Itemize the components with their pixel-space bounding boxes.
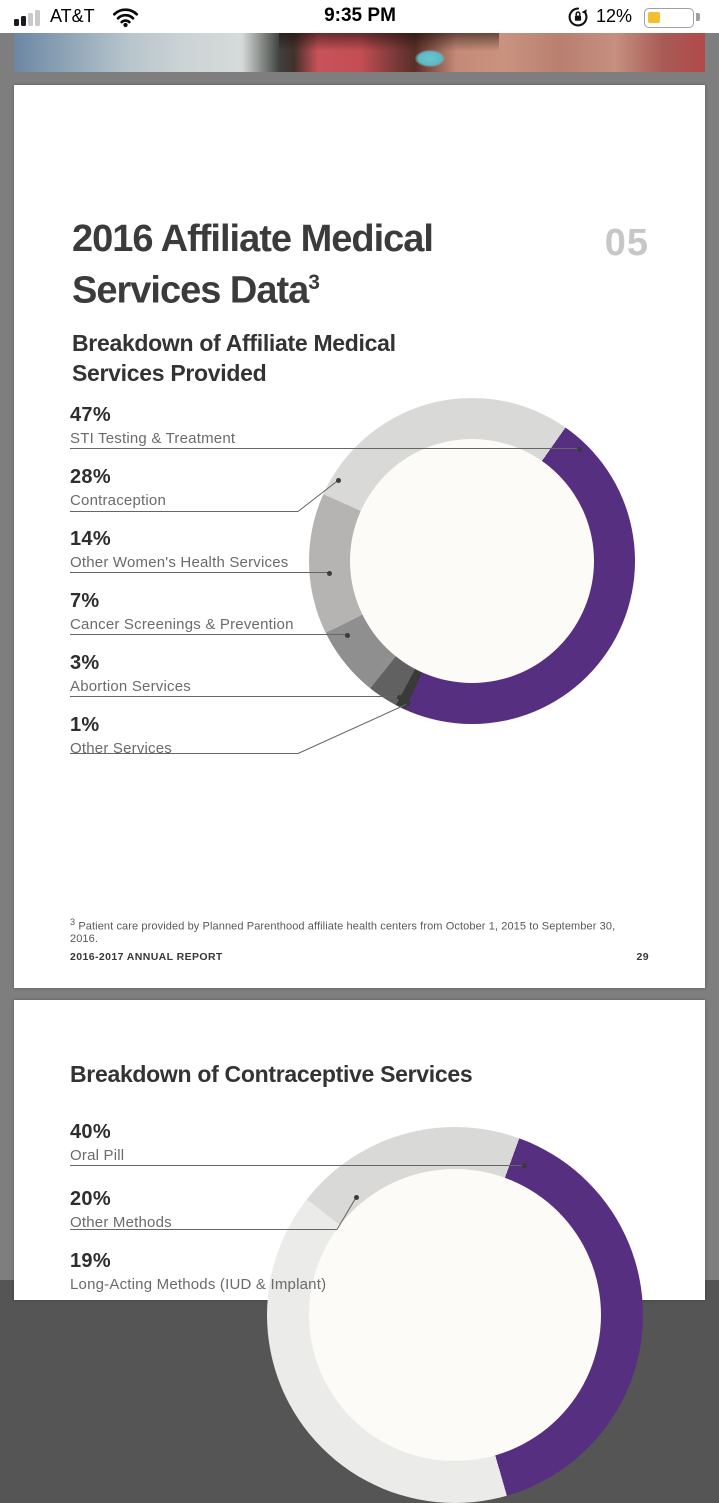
donut-hole bbox=[350, 439, 594, 683]
legend-label: Other Women's Health Services bbox=[70, 554, 289, 571]
teal-bracelet bbox=[415, 50, 445, 67]
wifi-icon bbox=[112, 8, 139, 27]
page-number: 29 bbox=[636, 951, 649, 963]
leader-line bbox=[70, 634, 347, 635]
status-bar bbox=[0, 0, 719, 33]
leader-line bbox=[70, 572, 329, 573]
legend-percent: 47% bbox=[70, 404, 111, 426]
legend-label: STI Testing & Treatment bbox=[70, 430, 236, 447]
leader-dot bbox=[354, 1195, 359, 1200]
chart1-title: Breakdown of Affiliate Medical Services Provided bbox=[72, 330, 396, 386]
legend-label: Cancer Screenings & Prevention bbox=[70, 616, 294, 633]
legend-percent: 19% bbox=[70, 1250, 111, 1272]
legend-label: Abortion Services bbox=[70, 678, 191, 695]
leader-line bbox=[70, 1165, 524, 1166]
leader-dot bbox=[336, 478, 341, 483]
page-title bbox=[72, 218, 433, 313]
chart2-title: Breakdown of Contraceptive Services bbox=[70, 1061, 473, 1087]
leader-dot bbox=[406, 701, 411, 706]
clock-time: 9:35 PM bbox=[324, 5, 396, 26]
legend-percent: 1% bbox=[70, 714, 100, 736]
section-number: 05 bbox=[604, 222, 649, 264]
leader-dot bbox=[522, 1163, 527, 1168]
legend-percent: 14% bbox=[70, 528, 111, 550]
donut-hole bbox=[309, 1169, 601, 1461]
photo-shadow bbox=[279, 33, 499, 51]
leader-line bbox=[70, 696, 399, 697]
legend-label: Contraception bbox=[70, 492, 166, 509]
leader-dot bbox=[345, 633, 350, 638]
battery-nub bbox=[696, 13, 700, 21]
legend-label: Other Methods bbox=[70, 1214, 172, 1231]
legend-percent: 28% bbox=[70, 466, 111, 488]
battery-fill bbox=[648, 12, 660, 23]
leader-line bbox=[70, 511, 298, 512]
leader-dot bbox=[327, 571, 332, 576]
legend-percent: 3% bbox=[70, 652, 100, 674]
legend-label: Oral Pill bbox=[70, 1147, 125, 1164]
leader-dot bbox=[577, 447, 582, 452]
legend-label: Other Services bbox=[70, 740, 172, 757]
cellular-signal-icon bbox=[14, 9, 42, 26]
legend-percent: 40% bbox=[70, 1121, 111, 1143]
legend-label: Long-Acting Methods (IUD & Implant) bbox=[70, 1276, 327, 1293]
report-footer: 2016-2017 ANNUAL REPORT bbox=[70, 951, 223, 963]
battery-percent-label: 12% bbox=[596, 6, 633, 26]
photo-strip bbox=[14, 33, 705, 72]
leader-line bbox=[70, 448, 579, 449]
carrier-label: AT&T bbox=[50, 6, 95, 26]
title-line-2: Services Data bbox=[72, 269, 309, 312]
footnote: $^3$ Patient care provided by Planned Parenthood affiliate health centers from October 1, 2015 to September 30, 2016. bbox=[70, 917, 616, 945]
orientation-lock-icon bbox=[567, 6, 589, 28]
title-line-1: 2016 Affiliate Medical bbox=[72, 218, 433, 260]
footnote-mark: 3 bbox=[70, 917, 76, 927]
leader-dot bbox=[397, 695, 402, 700]
legend-percent: 20% bbox=[70, 1188, 111, 1210]
legend-percent: 7% bbox=[70, 590, 100, 612]
title-footnote-mark: 3 bbox=[308, 271, 319, 294]
